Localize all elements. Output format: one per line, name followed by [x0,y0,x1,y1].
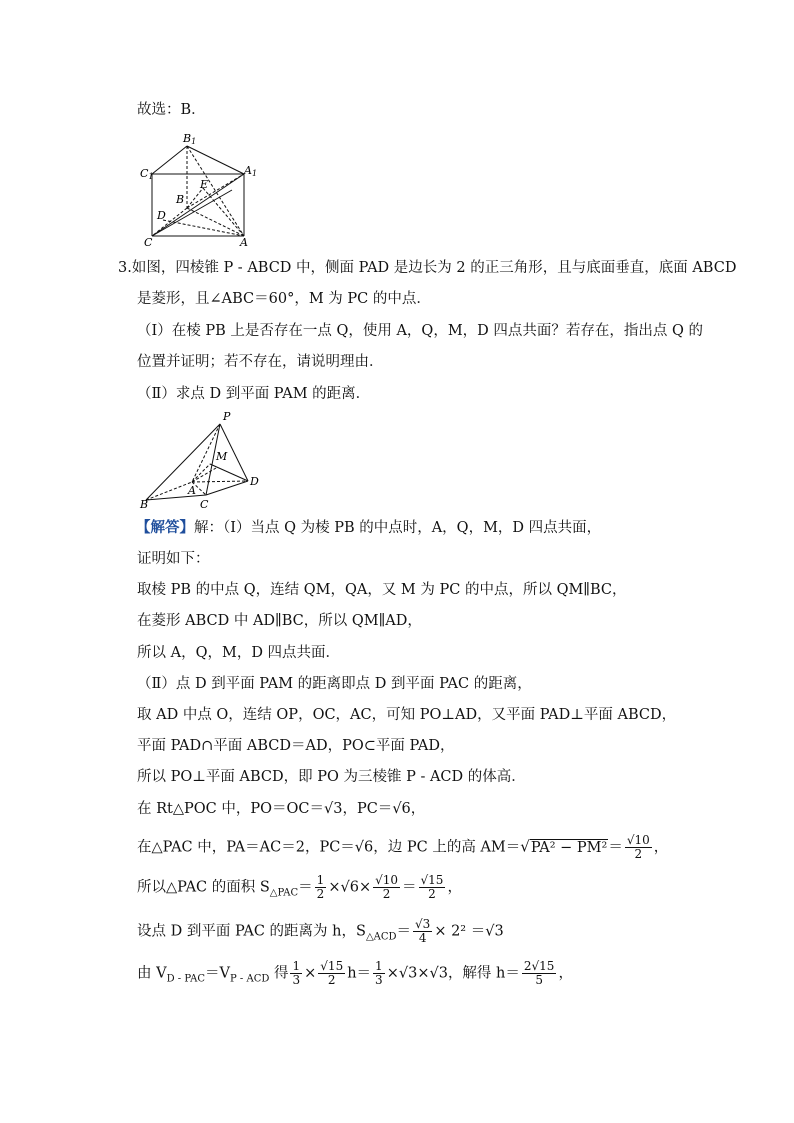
solution-line-10: 在 Rt△POC 中，PO＝OC＝√3，PC＝√6， [137,801,426,817]
problem-line-2: 是菱形，且∠ABC＝60°，M 为 PC 的中点． [137,291,431,307]
label-B: B [176,193,185,206]
label-C2: C [200,498,209,510]
solution-line-1: 【解答】解：（Ⅰ）当点 Q 为棱 PB 的中点时，A，Q，M，D 四点共面， [136,519,602,536]
solution-line-2: 证明如下： [137,551,210,567]
label-C1: C1 [140,167,154,181]
label-B1: B1 [183,132,197,146]
problem-part-2: （Ⅱ）求点 D 到平面 PAM 的距离． [137,386,371,402]
solution-tag: 【解答】 [136,519,194,536]
label-A2: A [188,484,196,497]
problem-part-1b: 位置并证明；若不存在，请说明理由． [137,354,384,370]
label-A: A [240,236,248,247]
pyramid-figure [138,410,268,510]
solution-line-7: 取 AD 中点 O，连结 OP，OC，AC，可知 PO⊥AD，又平面 PAD⊥平面 ABCD， [137,707,677,723]
label-A1: A1 [244,164,258,178]
prism-figure [138,132,268,247]
solution-line-11: 在△PAC 中，PA＝AC＝2，PC＝√6，边 PC 上的高 AM＝√PA² − PM²＝ $\frac{√10}{2}$ ， [137,833,669,861]
label-E: E [200,178,209,191]
label-D: D [157,209,166,222]
label-D2: D [250,475,259,488]
solution-line-5: 所以 A，Q，M，D 四点共面． [137,645,341,661]
label-B2: B [140,498,149,510]
label-C: C [144,236,153,247]
problem-part-1a: （Ⅰ）在棱 PB 上是否存在一点 Q，使用 A，Q，M，D 四点共面？若存在，指出点 Q 的 [137,323,704,339]
label-M: M [216,450,228,463]
answer-choice: 故选：B． [137,102,206,118]
solution-line-13: 设点 D 到平面 PAC 的距离为 h，$S_{\triangle ACD}=$ $\frac{√3}{4}$ × 2² ＝√3 [137,917,504,945]
solution-line-3: 取棱 PB 的中点 Q，连结 QM，QA，又 M 为 PC 的中点，所以 QM∥BC， [137,582,627,598]
problem-line-1: 3.如图，四棱锥 P - ABCD 中，侧面 PAD 是边长为 2 的正三角形，且与底面垂直，底面 ABCD [118,260,737,276]
solution-line-12: 所以△PAC 的面积 $S_{\triangle PAC}=$ $\frac{1}{2}$ ×√6× $\frac{√10}{2}$ ＝ $\frac{√15}{2}$ ， [137,873,462,901]
solution-line-8: 平面 PAD∩平面 ABCD＝AD，PO⊂平面 PAD， [137,738,455,754]
label-P: P [223,410,231,423]
solution-line-9: 所以 PO⊥平面 ABCD，即 PO 为三棱锥 P - ACD 的体高． [137,769,526,785]
solution-line-4: 在菱形 ABCD 中 AD∥BC，所以 QM∥AD， [137,613,422,629]
solution-line-6: （Ⅱ）点 D 到平面 PAM 的距离即点 D 到平面 PAC 的距离， [137,676,532,692]
solution-line-14: 由 $V_{D - PAC}=V_{P - ACD}$ 得 $\frac{1}{3}$ × $\frac{√15}{2}$ h＝ $\frac{1}{3}$ ×√3×√3，解得 h＝ $\frac{2√15}{5}$ ， [137,959,573,987]
